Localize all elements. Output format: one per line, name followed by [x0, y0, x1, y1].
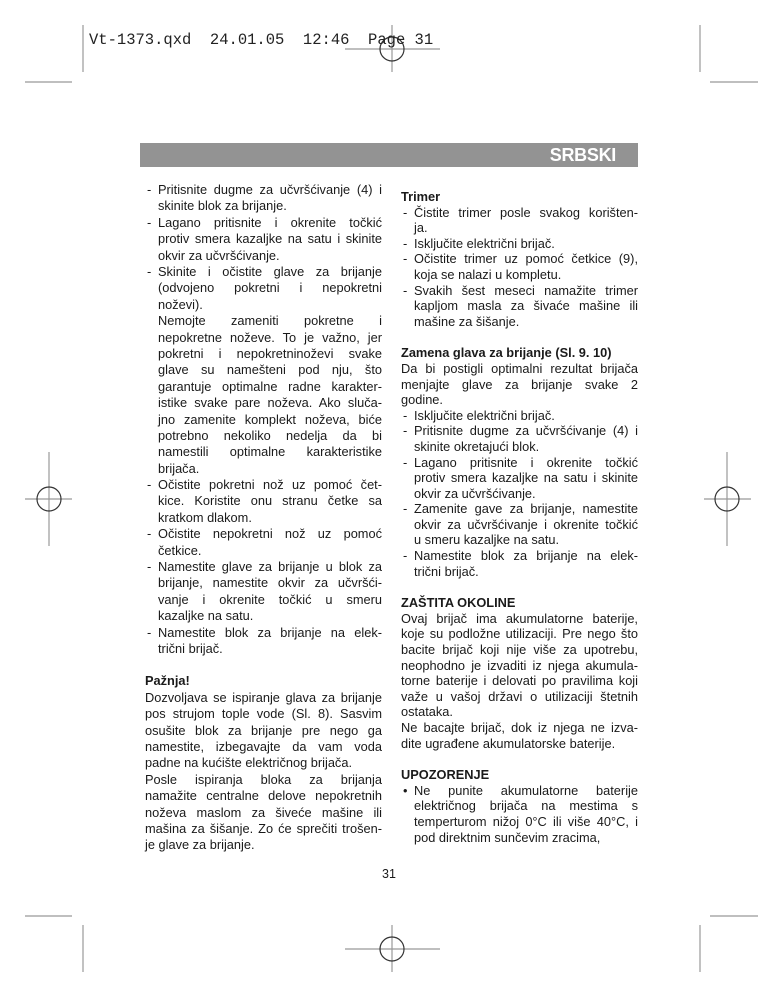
text-line: Pritisnite dugme za učvršćivanje (4) i: [414, 423, 638, 439]
list-item: [401, 423, 638, 454]
paragraph: [401, 720, 638, 751]
text-line: jno zamenite komplekt noževa, biće: [158, 411, 382, 427]
bullet-marker: •: [403, 782, 408, 798]
text-line: koje su podložne utilizaciji. Pre nego što: [401, 626, 638, 642]
text-line: skinite okretajući blok.: [414, 438, 540, 454]
text-line: trični brijač.: [414, 563, 479, 579]
text-line: Čistite trimer posle svakog korišten-: [414, 204, 638, 220]
list-item: [145, 477, 382, 526]
list-item: [401, 205, 638, 236]
text-line: Namestite blok za brijanje na elek-: [158, 624, 382, 640]
text-line: brijača.: [158, 460, 200, 476]
text-line: Očistite trimer uz pomoć četkice (9),: [414, 251, 638, 267]
list-item: [145, 215, 382, 264]
text-line: glave su namešteni pod nju, što: [158, 362, 382, 378]
list-item: [401, 501, 638, 548]
text-line: koja se nalazi u kompletu.: [414, 266, 562, 282]
registration-mark-left: [25, 452, 72, 546]
text-line: osušite blok za brijanje pre nego ga: [145, 722, 382, 738]
bullet-marker: -: [403, 407, 408, 423]
text-line: Posle ispiranja bloka za brijanja: [145, 771, 382, 787]
text-line: temperturom nižoj 0°C ili više 40°C, i: [414, 813, 638, 829]
text-line: Ovaj brijač ima akumulatorne baterije,: [401, 610, 638, 626]
spacer: [145, 657, 382, 673]
right-column: [401, 189, 638, 845]
text-line: dite ugrađene akumulatorske baterije.: [401, 735, 616, 751]
text-line: ostataka.: [401, 704, 453, 720]
text-line: brijanje, namestite okvir za učvršći-: [158, 575, 382, 591]
bullet-marker: -: [147, 526, 152, 542]
text-line: električnog brijača na mestima s: [414, 798, 638, 814]
left-column: [145, 182, 382, 854]
text-line: važe u vašoj državi o utilizaciji štetnih: [401, 688, 638, 704]
text-line: mašina za šišanje. Zo će sprečiti trošen-: [145, 821, 382, 836]
bullet-marker: -: [403, 282, 408, 298]
section-heading: [401, 595, 638, 611]
section-header-bar: [140, 143, 638, 167]
text-line: u smeru kazaljke na satu.: [414, 532, 560, 548]
text-line: Pažnja!: [145, 673, 190, 689]
text-line: namažite centralne delove nepokretnih: [145, 788, 382, 804]
text-line: UPOZORENJE: [401, 767, 490, 783]
text-line: Svakih šest meseci namažite trimer: [414, 282, 638, 298]
list-item: [145, 625, 382, 658]
text-line: vanje i okrenite točkić u smeru: [158, 591, 382, 607]
list-item: [401, 236, 638, 252]
text-line: je glave za brijanje.: [145, 837, 255, 853]
text-line: namestite, izbegavajte da vam voda: [145, 739, 382, 755]
list-item: [401, 455, 638, 502]
text-line: garantuje optimalne radne karakter-: [158, 378, 382, 394]
text-line: Pritisnite dugme za učvršćivanje (4) i: [158, 182, 382, 197]
text-line: istike svake pare noževa. Ako sluča-: [158, 395, 382, 411]
text-line: Da bi postigli optimalni rezultat brijača: [401, 360, 638, 376]
text-line: pod direktnim sunčevim zracima,: [414, 829, 601, 845]
bullet-marker: -: [147, 624, 152, 640]
bullet-marker: -: [403, 251, 408, 267]
text-line: pokretni i nepokretninoževi svake: [158, 345, 382, 361]
section-heading: [401, 189, 638, 205]
list-item: [145, 526, 382, 559]
text-line: Zamena glava za brijanje (Sl. 9. 10): [401, 345, 612, 361]
text-line: (odvojeno pokretni i nepokretni: [158, 280, 382, 296]
list-item: [145, 264, 382, 313]
paragraph: [145, 313, 382, 477]
text-line: Isključite električni brijač.: [414, 235, 555, 251]
text-line: noževi).: [158, 296, 203, 312]
paragraph: [145, 690, 382, 772]
text-line: menjajte glave za brijanje svake 2: [401, 376, 638, 392]
text-line: Zamenite gave za brijanje, namestite: [414, 501, 638, 517]
text-line: Skinite i očistite glave za brijanje: [158, 263, 382, 279]
text-line: kice. Koristite onu stranu četke sa: [158, 493, 382, 509]
bullet-marker: -: [147, 214, 152, 230]
section-title: SRBSKI: [549, 145, 616, 165]
text-line: kazaljke na satu.: [158, 608, 254, 624]
print-slug: Vt-1373.qxd 24.01.05 12:46 Page 31: [89, 31, 434, 49]
text-line: Isključite električni brijač.: [414, 407, 555, 423]
text-line: Namestite blok za brijanje na elek-: [414, 548, 638, 564]
bullet-marker: -: [147, 477, 152, 493]
registration-mark-bottom: [345, 925, 440, 972]
spacer: [401, 751, 638, 767]
list-item: [145, 182, 382, 215]
text-line: Dozvoljava se ispiranje glava za brijanje: [145, 689, 382, 705]
list-item: [401, 251, 638, 282]
text-line: neophodno je izvaditi iz njega akumula-: [401, 657, 638, 673]
text-line: kratkom dlakom.: [158, 509, 252, 525]
bullet-marker: -: [403, 548, 408, 564]
text-line: skinite blok za brijanje.: [158, 198, 287, 214]
bullet-marker: -: [403, 501, 408, 517]
spacer: [401, 329, 638, 345]
text-line: protiv smera kazaljke na satu i skinite: [158, 231, 382, 247]
text-line: trični brijač.: [158, 641, 223, 657]
list-item: [401, 408, 638, 424]
bullet-marker: -: [147, 182, 152, 197]
text-line: mašine za šišanje.: [414, 313, 520, 329]
list-item: [145, 559, 382, 625]
text-line: Trimer: [401, 189, 441, 204]
text-line: namestili optimalne karakteristike: [158, 444, 382, 460]
bullet-marker: -: [403, 204, 408, 220]
bullet-marker: -: [403, 454, 408, 470]
text-line: okvir za učvršćivanje i okrenite točkić: [414, 516, 638, 532]
text-line: Lagano pritisnite i okrenite točkić: [414, 454, 638, 470]
text-line: kapljom masla za šivaće mašine ili: [414, 298, 638, 314]
text-line: Očistite pokretni nož uz pomoć čet-: [158, 477, 382, 493]
paragraph: [401, 361, 638, 408]
text-line: padne na kućište električnog brijača.: [145, 755, 353, 771]
spacer: [401, 579, 638, 595]
page-number: 31: [382, 867, 396, 881]
list-item: [401, 783, 638, 845]
text-line: okvir za učvršćivanje.: [158, 247, 280, 263]
text-line: okvir za učvršćivanje.: [414, 485, 536, 501]
text-line: Ne bacajte brijač, dok iz njega ne izva-: [401, 720, 638, 735]
text-line: protiv smera kazaljke na satu i skinite: [414, 470, 638, 486]
text-line: Lagano pritisnite i okrenite točkić: [158, 214, 382, 230]
text-line: Namestite glave za brijanje u blok za: [158, 559, 382, 575]
text-line: torne baterije i delovati po pravilima koji: [401, 673, 638, 689]
text-line: godine.: [401, 392, 443, 408]
bullet-marker: -: [403, 423, 408, 439]
text-line: bacite brijač koji nije više za upotrebu,: [401, 642, 638, 658]
text-line: ZAŠTITA OKOLINE: [401, 595, 516, 611]
text-line: pos strujom tople vode (Sl. 8). Sasvim: [145, 706, 382, 722]
text-line: ja.: [414, 220, 428, 236]
text-line: Nemojte zameniti pokretne i: [158, 313, 382, 329]
text-line: Ne punite akumulatorne baterije: [414, 782, 638, 798]
list-item: [401, 548, 638, 579]
section-heading: [401, 767, 638, 783]
list-item: [401, 283, 638, 330]
text-line: Očistite nepokretni nož uz pomoć: [158, 526, 382, 542]
paragraph: [401, 611, 638, 720]
bullet-marker: -: [403, 235, 408, 251]
bullet-marker: -: [147, 559, 152, 575]
text-line: potrebno nekoliko nedelja da bi: [158, 427, 382, 443]
text-line: četkice.: [158, 542, 202, 558]
bullet-marker: -: [147, 263, 152, 279]
text-line: noževa maslom za šiveće mašine ili: [145, 804, 382, 820]
text-line: nepokretne noževe. To je važno, jer: [158, 329, 382, 345]
paragraph: [145, 772, 382, 854]
section-heading: [145, 673, 382, 689]
section-heading: [401, 345, 638, 361]
registration-mark-right: [704, 452, 751, 546]
